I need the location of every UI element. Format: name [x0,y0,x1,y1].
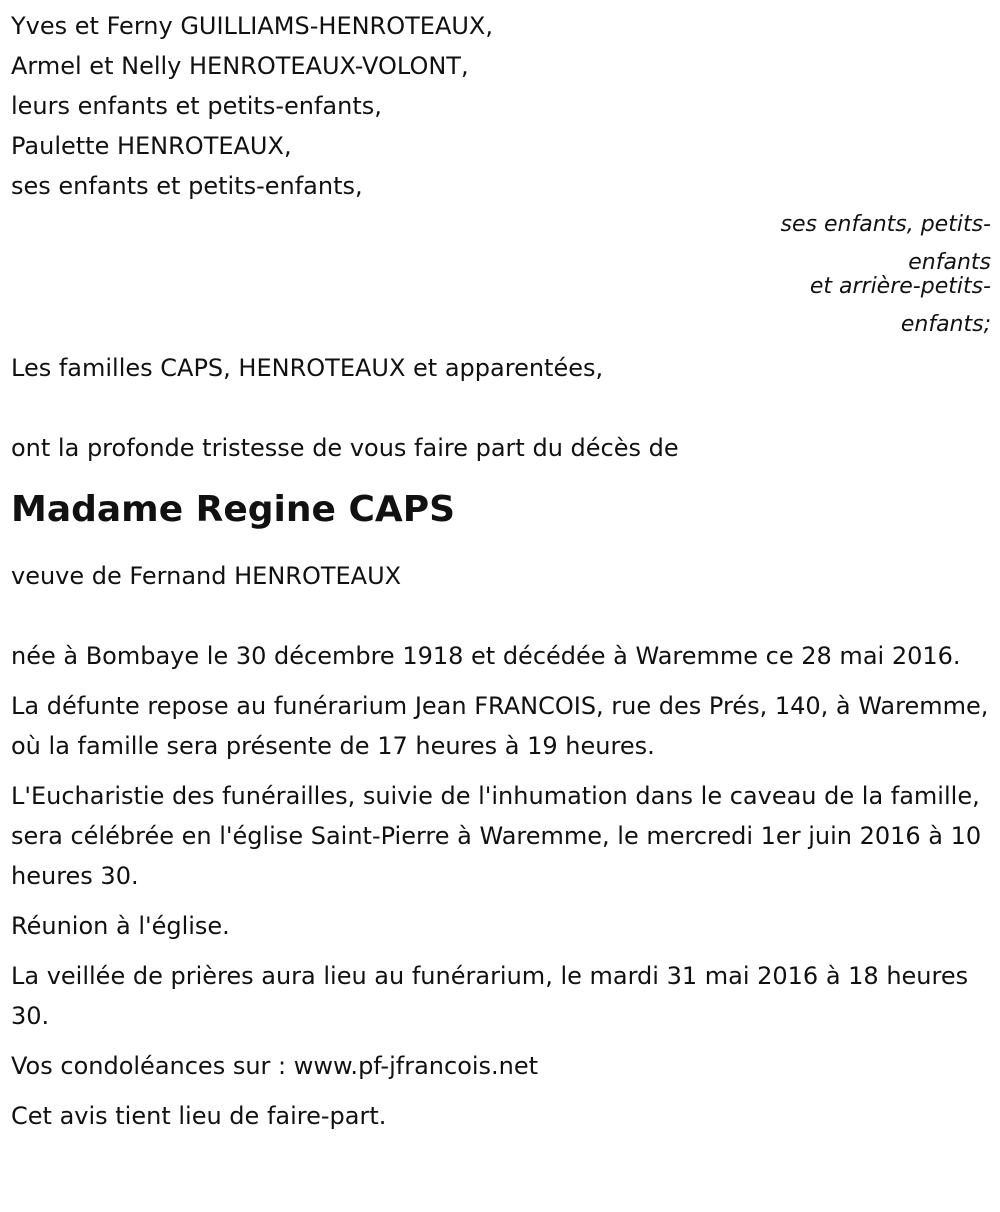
italic-line: ses enfants, petits- [780,212,991,237]
birth-death-paragraph: née à Bombaye le 30 décembre 1918 et décédée à Waremme ce 28 mai 2016. [11,642,961,670]
family-line: Paulette HENROTEAUX, [11,132,292,160]
vigil-paragraph: La veillée de prières aura lieu au funérarium, le mardi 31 mai 2016 à 18 heures 30. [11,962,969,1030]
announcement-text: ont la profonde tristesse de vous faire part du décès de [11,434,679,462]
closing-paragraph: Cet avis tient lieu de faire-part. [11,1102,387,1130]
funeral-home-paragraph: La défunte repose au funérarium Jean FRANCOIS, rue des Prés, 140, à Waremme, où la famille sera présente de 17 heures à 19 heures. [11,692,989,760]
condolences-paragraph: Vos condoléances sur : www.pf-jfrancois.net [11,1052,539,1080]
family-line: Yves et Ferny GUILLIAMS-HENROTEAUX, [11,12,494,40]
ceremony-paragraph: L'Eucharistie des funérailles, suivie de l'inhumation dans le caveau de la famille, sera célébrée en l'église Saint-Pierre à Waremme, le mercredi 1er juin 2016 à 10 heures 30. [11,782,982,890]
deceased-name: Madame Regine CAPS [11,489,456,530]
families-line: Les familles CAPS, HENROTEAUX et apparentées, [11,354,604,382]
italic-line: et arrière-petits- [809,274,991,299]
family-line: leurs enfants et petits-enfants, [11,92,382,120]
italic-line: enfants; [900,312,991,337]
meeting-paragraph: Réunion à l'église. [11,912,230,940]
family-line: ses enfants et petits-enfants, [11,172,363,200]
family-list [11,6,991,206]
italic-line: enfants [908,250,991,275]
widow-of: veuve de Fernand HENROTEAUX [11,562,402,590]
death-notice [11,6,991,1146]
descendants-italic [11,206,991,344]
family-line: Armel et Nelly HENROTEAUX-VOLONT, [11,52,469,80]
